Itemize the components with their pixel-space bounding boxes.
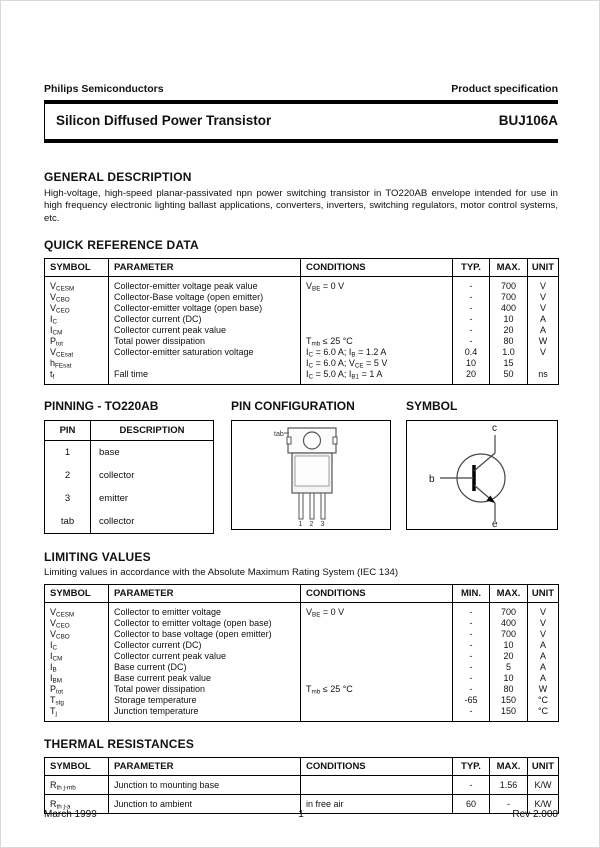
table-cell: 1: [45, 441, 91, 465]
table-cell: $I_B$: [45, 662, 109, 673]
thermal-resistances-heading: THERMAL RESISTANCES: [44, 737, 195, 752]
col-typ: TYP.: [453, 758, 490, 776]
table-cell: 700: [490, 277, 528, 293]
table-row: [45, 336, 559, 347]
quick-reference-heading: QUICK REFERENCE DATA: [44, 238, 199, 253]
base-label: b: [429, 474, 435, 486]
table-cell: 20: [490, 651, 528, 662]
table-cell: $t_f$: [45, 369, 109, 385]
table-cell: $V_{CESM}$: [45, 277, 109, 293]
table-cell: 5: [490, 662, 528, 673]
table-cell: V: [528, 303, 559, 314]
to220-package-drawing: [232, 421, 389, 528]
document-footer: [44, 809, 558, 820]
table-cell: V: [528, 347, 559, 358]
npn-transistor-symbol: [407, 421, 556, 528]
table-cell: Collector to emitter voltage (open base): [109, 618, 301, 629]
table-row: [45, 347, 559, 358]
table-cell: 400: [490, 618, 528, 629]
table-cell: $V_{BE} = 0$ V: [301, 603, 453, 619]
part-number: BUJ106A: [498, 113, 558, 128]
table-cell: 20: [490, 325, 528, 336]
table-row: [45, 706, 559, 722]
table-cell: -: [453, 292, 490, 303]
pinning-column: [44, 399, 214, 534]
table-cell: Collector current (DC): [109, 314, 301, 325]
table-cell: -: [453, 325, 490, 336]
table-cell: A: [528, 651, 559, 662]
table-cell: 700: [490, 292, 528, 303]
col-parameter: PARAMETER: [109, 585, 301, 603]
table-cell: $R_{th j-a}$: [45, 795, 109, 814]
header-rule-bottom: [44, 139, 558, 143]
table-cell: Collector current peak value: [109, 651, 301, 662]
table-cell: Junction to ambient: [109, 795, 301, 814]
table-row: [45, 441, 214, 465]
drawings-section: [44, 399, 558, 534]
table-cell: $I_C = 5.0$ A; $I_{B1} = 1$ A: [301, 369, 453, 385]
col-symbol: SYMBOL: [45, 758, 109, 776]
table-row: [45, 325, 559, 336]
table-header: [45, 585, 559, 603]
table-row: [45, 464, 214, 487]
table-cell: tab: [45, 510, 91, 534]
table-cell: $V_{BE} = 0$ V: [301, 277, 453, 293]
table-cell: V: [528, 629, 559, 640]
table-cell: $P_{tot}$: [45, 684, 109, 695]
table-cell: $V_{CEO}$: [45, 303, 109, 314]
table-cell: A: [528, 673, 559, 684]
table-cell: -65: [453, 695, 490, 706]
table-cell: $I_C$: [45, 640, 109, 651]
table-cell: -: [453, 618, 490, 629]
table-cell: 3: [45, 487, 91, 510]
pin-configuration-heading: PIN CONFIGURATION: [231, 399, 355, 414]
table-row: [45, 487, 214, 510]
table-cell: Total power dissipation: [109, 336, 301, 347]
table-cell: -: [453, 314, 490, 325]
table-cell: 50: [490, 369, 528, 385]
table-cell: [301, 651, 453, 662]
table-cell: $V_{CBO}$: [45, 292, 109, 303]
table-cell: -: [453, 336, 490, 347]
table-cell: -: [453, 640, 490, 651]
table-cell: Collector-emitter voltage peak value: [109, 277, 301, 293]
table-cell: $V_{CBO}$: [45, 629, 109, 640]
table-row: [45, 695, 559, 706]
table-cell: K/W: [528, 776, 559, 795]
table-cell: Collector-Base voltage (open emitter): [109, 292, 301, 303]
footer-date: March 1999: [44, 809, 97, 820]
col-parameter: PARAMETER: [109, 259, 301, 277]
table-cell: A: [528, 325, 559, 336]
table-cell: -: [453, 651, 490, 662]
limiting-values-note: Limiting values in accordance with the Absolute Maximum Rating System (IEC 134): [44, 567, 399, 579]
table-cell: in free air: [301, 795, 453, 814]
col-unit: UNIT: [528, 758, 559, 776]
table-cell: 80: [490, 684, 528, 695]
table-cell: [301, 629, 453, 640]
table-cell: -: [453, 629, 490, 640]
table-cell: $I_{BM}$: [45, 673, 109, 684]
col-unit: UNIT: [528, 585, 559, 603]
table-cell: Base current (DC): [109, 662, 301, 673]
emitter-label: e: [492, 519, 498, 529]
spec-type: Product specification: [451, 83, 558, 95]
table-cell: [301, 695, 453, 706]
footer-page-number: 1: [298, 809, 304, 820]
table-cell: Base current peak value: [109, 673, 301, 684]
table-row: [45, 292, 559, 303]
table-cell: $I_C = 6.0$ A; $I_B = 1.2$ A: [301, 347, 453, 358]
pinning-table-body: [45, 441, 214, 534]
title-block: [44, 104, 558, 139]
table-cell: -: [453, 706, 490, 722]
table-cell: emitter: [99, 493, 129, 505]
table-cell: 20: [453, 369, 490, 385]
table-cell: $h_{FEsat}$: [45, 358, 109, 369]
table-cell: $V_{CESM}$: [45, 603, 109, 619]
table-cell: collector: [99, 470, 135, 482]
pin-configuration-column: [231, 399, 391, 534]
table-cell: Collector current peak value: [109, 325, 301, 336]
document-header: [44, 83, 558, 95]
table-cell: $T_j$: [45, 706, 109, 722]
table-row: [45, 277, 559, 293]
table-cell: W: [528, 336, 559, 347]
table-cell: Collector-emitter saturation voltage: [109, 347, 301, 358]
col-typ: TYP.: [453, 259, 490, 277]
table-cell: Collector current (DC): [109, 640, 301, 651]
table-cell: $R_{th j-mb}$: [45, 776, 109, 795]
table-cell: Collector to base voltage (open emitter): [109, 629, 301, 640]
table-row: [45, 640, 559, 651]
table-cell: -: [453, 277, 490, 293]
table-cell: A: [528, 662, 559, 673]
table-cell: [301, 618, 453, 629]
table-cell: 10: [453, 358, 490, 369]
symbol-heading: SYMBOL: [406, 399, 458, 414]
pinning-heading: PINNING - TO220AB: [44, 399, 159, 414]
table-cell: -: [453, 603, 490, 619]
table-row: [45, 651, 559, 662]
table-cell: 1.0: [490, 347, 528, 358]
table-row: [45, 776, 559, 795]
symbol-column: [406, 399, 558, 534]
col-conditions: CONDITIONS: [301, 585, 453, 603]
table-cell: 700: [490, 603, 528, 619]
table-cell: $T_{mb} \le 25$ °C: [301, 684, 453, 695]
footer-revision: Rev 2.000: [512, 809, 558, 820]
tab-label: tab: [274, 431, 284, 439]
col-parameter: PARAMETER: [109, 758, 301, 776]
table-cell: $I_C$: [45, 314, 109, 325]
table-row: [45, 618, 559, 629]
table-cell: $V_{CEO}$: [45, 618, 109, 629]
table-cell: 10: [490, 640, 528, 651]
table-cell: [301, 303, 453, 314]
table-cell: -: [453, 776, 490, 795]
table-cell: base: [99, 447, 120, 459]
table-cell: [301, 776, 453, 795]
table-cell: A: [528, 314, 559, 325]
col-max: MAX.: [490, 758, 528, 776]
table-row: [45, 303, 559, 314]
table-cell: ns: [528, 369, 559, 385]
table-row: [45, 673, 559, 684]
table-cell: 150: [490, 695, 528, 706]
table-cell: [301, 314, 453, 325]
table-cell: $I_C = 6.0$ A; $V_{CE} = 5$ V: [301, 358, 453, 369]
table-cell: Collector to emitter voltage: [109, 603, 301, 619]
vendor-name: Philips Semiconductors: [44, 83, 164, 95]
table-cell: $V_{CEsat}$: [45, 347, 109, 358]
table-cell: A: [528, 640, 559, 651]
table-row: [45, 662, 559, 673]
table-cell: Fall time: [109, 369, 301, 385]
table-cell: -: [453, 673, 490, 684]
limiting-values-body: [45, 603, 559, 722]
col-max: MAX.: [490, 259, 528, 277]
table-cell: $T_{stg}$: [45, 695, 109, 706]
symbol-box: [406, 420, 558, 530]
table-cell: -: [453, 662, 490, 673]
col-max: MAX.: [490, 585, 528, 603]
table-cell: °C: [528, 695, 559, 706]
table-row: [45, 629, 559, 640]
table-cell: 10: [490, 673, 528, 684]
limiting-values-table: [44, 584, 559, 722]
table-cell: V: [528, 618, 559, 629]
table-cell: [301, 640, 453, 651]
table-row: [45, 369, 559, 385]
table-cell: 0.4: [453, 347, 490, 358]
collector-label: c: [492, 423, 497, 435]
table-cell: $I_{CM}$: [45, 325, 109, 336]
col-symbol: SYMBOL: [45, 585, 109, 603]
table-cell: [528, 358, 559, 369]
table-cell: 10: [490, 314, 528, 325]
table-cell: 400: [490, 303, 528, 314]
quick-reference-table: [44, 258, 559, 385]
table-cell: -: [490, 795, 528, 814]
table-cell: Collector-emitter voltage (open base): [109, 303, 301, 314]
col-description: DESCRIPTION: [91, 421, 214, 441]
table-cell: 80: [490, 336, 528, 347]
table-cell: °C: [528, 706, 559, 722]
table-cell: W: [528, 684, 559, 695]
col-pin: PIN: [45, 421, 91, 441]
table-cell: Junction temperature: [109, 706, 301, 722]
col-conditions: CONDITIONS: [301, 259, 453, 277]
page-title: Silicon Diffused Power Transistor: [56, 113, 272, 128]
table-cell: collector: [99, 516, 135, 528]
table-cell: V: [528, 277, 559, 293]
table-cell: K/W: [528, 795, 559, 814]
limiting-values-heading: LIMITING VALUES: [44, 550, 151, 565]
table-cell: 700: [490, 629, 528, 640]
table-cell: [301, 673, 453, 684]
table-row: [45, 603, 559, 619]
general-description-text: High-voltage, high-speed planar-passivated npn power switching transistor in TO220AB envelope intended for use in high frequency electronic lighting ballast applications, converters, inverters, switching regulators, motor control systems, etc.: [44, 188, 558, 224]
col-conditions: CONDITIONS: [301, 758, 453, 776]
table-header: [45, 758, 559, 776]
table-cell: 2: [45, 464, 91, 487]
table-cell: 15: [490, 358, 528, 369]
table-cell: [109, 358, 301, 369]
table-cell: -: [453, 303, 490, 314]
table-cell: V: [528, 292, 559, 303]
thermal-resistances-table: [44, 757, 559, 814]
quick-reference-body: [45, 277, 559, 385]
table-row: [45, 358, 559, 369]
col-unit: UNIT: [528, 259, 559, 277]
table-row: [45, 510, 214, 534]
table-cell: [301, 292, 453, 303]
table-cell: [301, 325, 453, 336]
table-cell: Total power dissipation: [109, 684, 301, 695]
table-cell: V: [528, 603, 559, 619]
table-cell: 150: [490, 706, 528, 722]
table-cell: Junction to mounting base: [109, 776, 301, 795]
page-content: [44, 1, 558, 814]
table-cell: $I_{CM}$: [45, 651, 109, 662]
pin-3-label: 3: [320, 521, 325, 529]
pinning-table-header: [45, 421, 214, 441]
general-description-heading: GENERAL DESCRIPTION: [44, 170, 192, 184]
pin-1-label: 1: [298, 521, 303, 529]
table-cell: 1.56: [490, 776, 528, 795]
table-row: [45, 684, 559, 695]
table-cell: 60: [453, 795, 490, 814]
col-min: MIN.: [453, 585, 490, 603]
col-symbol: SYMBOL: [45, 259, 109, 277]
table-cell: [301, 706, 453, 722]
pin-2-label: 2: [309, 521, 314, 529]
table-cell: $T_{mb} \le 25$ °C: [301, 336, 453, 347]
table-header: [45, 259, 559, 277]
table-row: [45, 314, 559, 325]
table-cell: -: [453, 684, 490, 695]
pin-configuration-box: [231, 420, 391, 530]
table-cell: $P_{tot}$: [45, 336, 109, 347]
pinning-table: [44, 420, 214, 534]
table-cell: [301, 662, 453, 673]
table-cell: Storage temperature: [109, 695, 301, 706]
